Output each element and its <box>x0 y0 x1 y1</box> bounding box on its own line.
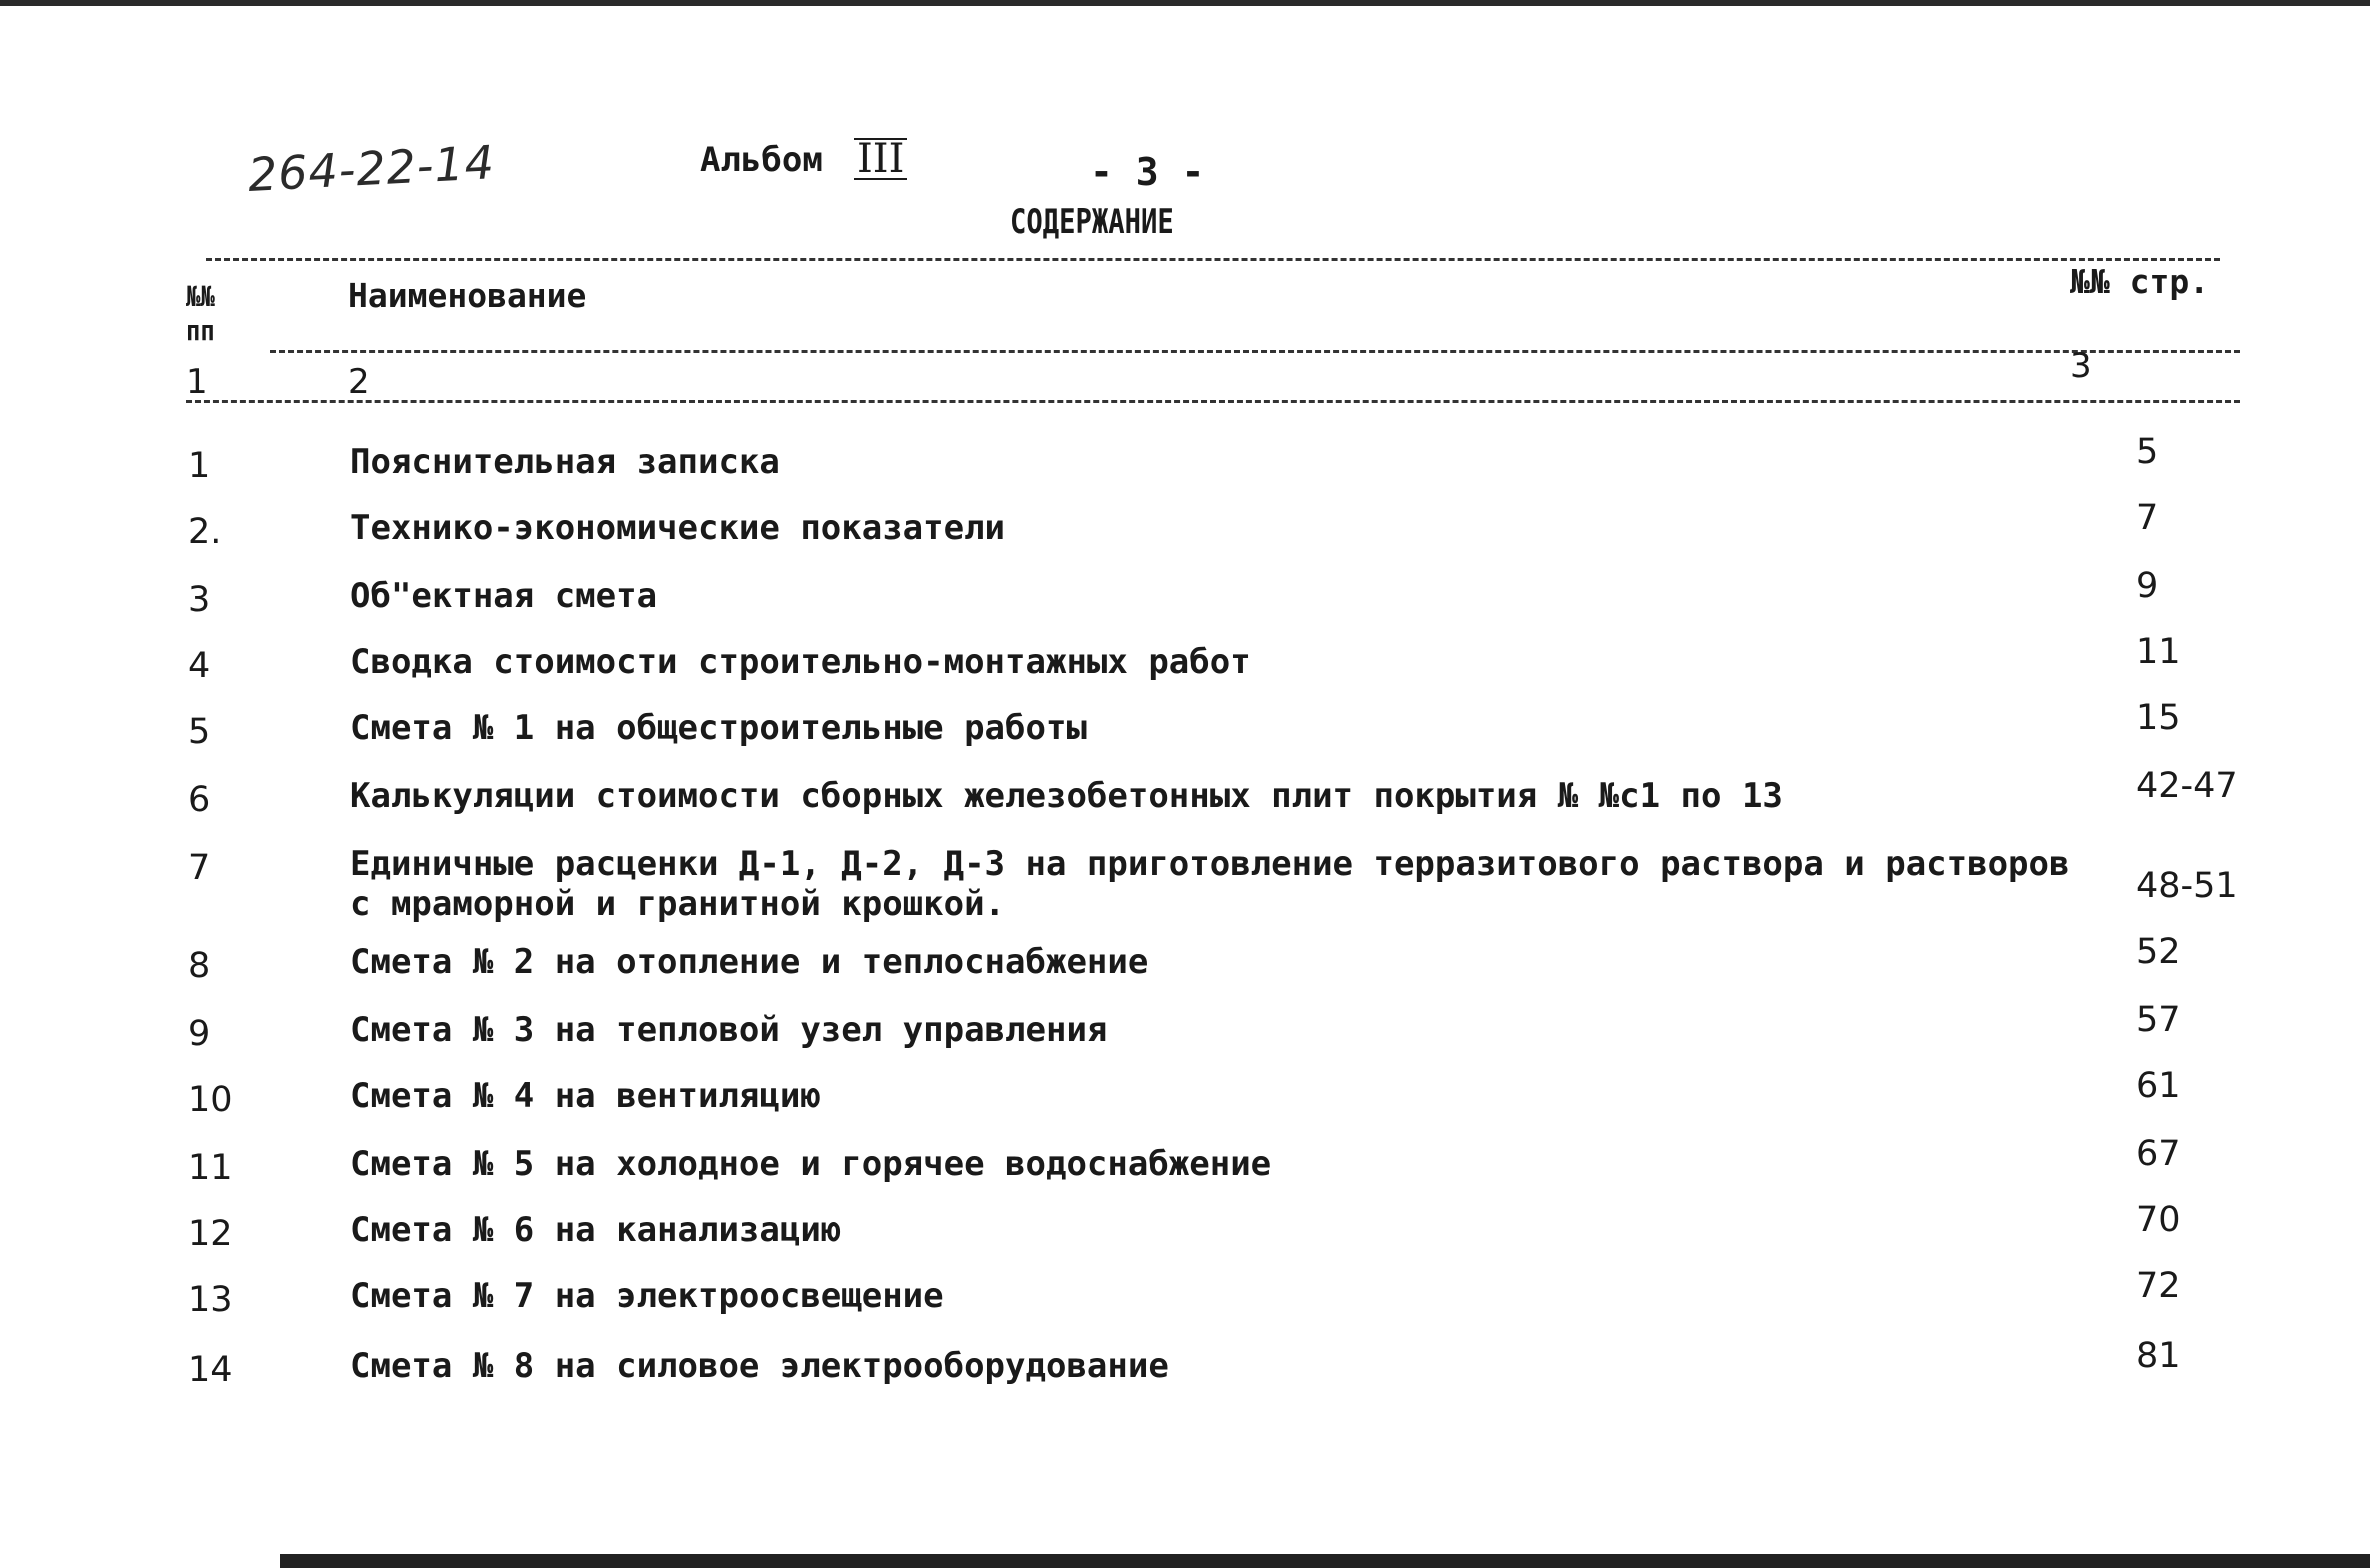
row-number: 3 <box>188 580 211 620</box>
row-page-number: 42-47 <box>2136 766 2238 806</box>
row-page-number: 9 <box>2136 566 2159 606</box>
column-index-2: 2 <box>348 362 370 402</box>
row-title: Единичные расценки Д-1, Д-2, Д-3 на приготовление терразитового раствора и растворов с мраморной и гранитной крошкой. <box>350 844 2070 924</box>
row-page-number: 61 <box>2136 1066 2181 1106</box>
row-number: 9 <box>188 1014 211 1054</box>
column-index-3: 3 <box>2070 346 2092 386</box>
header-bottom-rule <box>186 400 2240 403</box>
row-title: Смета № 7 на электроосвещение <box>350 1276 944 1316</box>
row-page-number: 72 <box>2136 1266 2181 1306</box>
row-page-number: 48-51 <box>2136 866 2238 906</box>
album-number: III <box>854 138 907 180</box>
row-title: Смета № 5 на холодное и горячее водоснабжение <box>350 1144 1272 1184</box>
scan-edge-bottom <box>0 1554 2370 1568</box>
row-number: 1 <box>188 446 211 486</box>
row-number: 10 <box>188 1080 233 1120</box>
row-page-number: 67 <box>2136 1134 2181 1174</box>
row-page-number: 15 <box>2136 698 2181 738</box>
row-number: 2. <box>188 512 222 552</box>
row-page-number: 5 <box>2136 432 2159 472</box>
row-title: Об"ектная смета <box>350 576 658 616</box>
row-page-number: 7 <box>2136 498 2159 538</box>
row-number: 7 <box>188 848 211 888</box>
page-title: СОДЕРЖАНИЕ <box>1010 202 1174 242</box>
column-header-name: Наименование <box>348 276 587 315</box>
row-number: 4 <box>188 646 211 686</box>
row-title: Смета № 2 на отопление и теплоснабжение <box>350 942 1149 982</box>
row-number: 13 <box>188 1280 233 1320</box>
column-index-1: 1 <box>186 362 208 402</box>
page-number: - 3 - <box>1090 150 1205 194</box>
header-middle-rule <box>270 350 2240 353</box>
column-header-number: №№ пп <box>186 280 215 347</box>
row-title: Сводка стоимости строительно-монтажных работ <box>350 642 1251 682</box>
row-title: Смета № 8 на силовое электрооборудование <box>350 1346 1169 1386</box>
row-title: Пояснительная записка <box>350 442 780 482</box>
row-number: 14 <box>188 1350 233 1390</box>
row-title: Смета № 3 на тепловой узел управления <box>350 1010 1108 1050</box>
document-code: 264-22-14 <box>246 135 497 202</box>
row-number: 8 <box>188 946 211 986</box>
row-title: Калькуляции стоимости сборных железобетонных плит покрытия № №с1 по 13 <box>350 776 1783 816</box>
row-page-number: 70 <box>2136 1200 2181 1240</box>
row-page-number: 11 <box>2136 632 2181 672</box>
album-label: Альбом <box>700 140 823 180</box>
row-number: 6 <box>188 780 211 820</box>
row-title: Смета № 6 на канализацию <box>350 1210 842 1250</box>
scan-edge-top <box>0 0 2370 6</box>
row-number: 5 <box>188 712 211 752</box>
row-title: Смета № 4 на вентиляцию <box>350 1076 821 1116</box>
row-title: Технико-экономические показатели <box>350 508 1006 548</box>
row-page-number: 57 <box>2136 1000 2181 1040</box>
row-page-number: 52 <box>2136 932 2181 972</box>
row-title: Смета № 1 на общестроительные работы <box>350 708 1087 748</box>
row-number: 11 <box>188 1148 233 1188</box>
column-header-page: №№ стр. <box>2070 262 2210 301</box>
row-number: 12 <box>188 1214 233 1254</box>
row-page-number: 81 <box>2136 1336 2181 1376</box>
header-top-rule <box>206 258 2220 261</box>
